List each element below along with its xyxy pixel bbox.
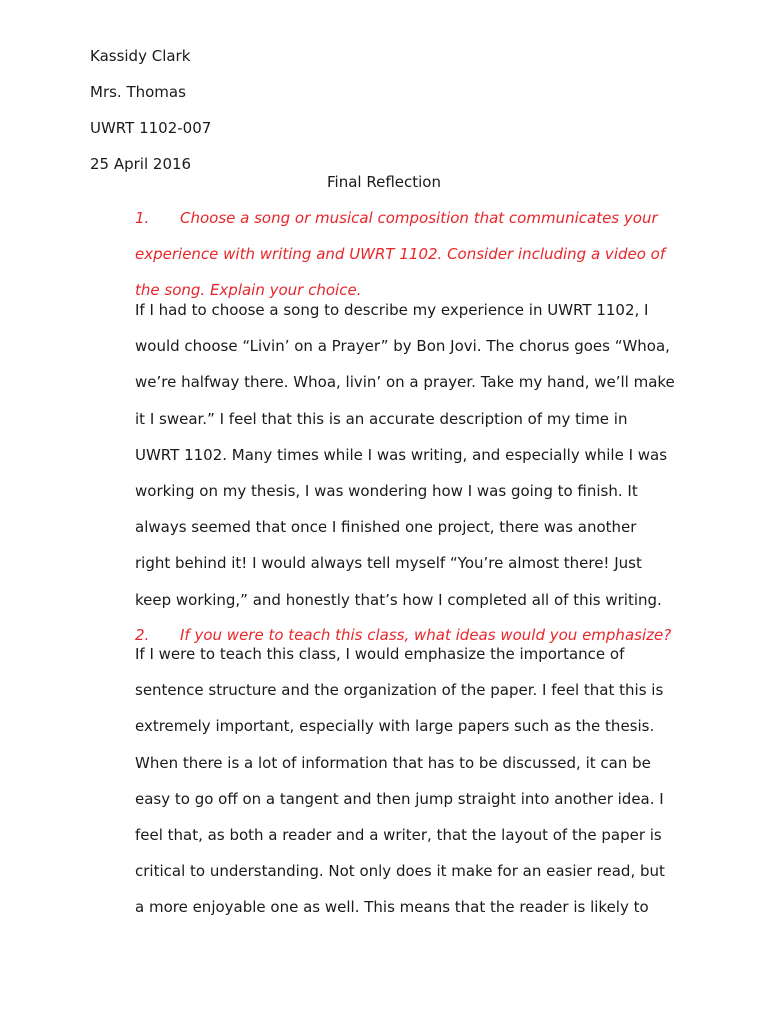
answer-line: feel that, as both a reader and a writer, that the layout of the paper is — [135, 826, 662, 845]
question-line: 1. Choose a song or musical composition that communicates your — [135, 200, 695, 236]
answer-line: we’re halfway there. Whoa, livin’ on a prayer. Take my hand, we’ll make — [135, 373, 675, 392]
document-date: 25 April 2016 — [90, 155, 192, 173]
answer-line: UWRT 1102. Many times while I was writing, and especially while I was — [135, 445, 668, 464]
answer-line: easy to go off on a tangent and then jump straight into another idea. I — [135, 789, 664, 808]
answer-line: critical to understanding. Not only does it make for an easier read, but — [135, 862, 665, 881]
answer-line: When there is a lot of information that has to be discussed, it can be — [135, 753, 651, 772]
answer-line: sentence structure and the organization of the paper. I feel that this is — [135, 681, 664, 700]
document-title: Final Reflection — [327, 173, 441, 191]
answer-line: working on my thesis, I was wondering how I was going to finish. It — [135, 482, 638, 501]
course-code: UWRT 1102-007 — [90, 119, 212, 137]
answer-line: would choose “Livin’ on a Prayer” by Bon Jovi. The chorus goes “Whoa, — [135, 337, 670, 356]
answer-line: keep working,” and honestly that’s how I completed all of this writing. — [135, 590, 662, 609]
answer-line: extremely important, especially with large papers such as the thesis. — [135, 717, 655, 736]
teacher-name: Mrs. Thomas — [90, 83, 186, 101]
answer-line: it I swear.” I feel that this is an accurate description of my time in — [135, 409, 628, 428]
question-line: the song. Explain your choice. — [135, 281, 362, 300]
question-line: 2. If you were to teach this class, what ideas would you emphasize? — [135, 617, 695, 653]
answer-2 — [135, 636, 695, 926]
answer-line: a more enjoyable one as well. This means that the reader is likely to — [135, 898, 649, 917]
student-name: Kassidy Clark — [90, 47, 191, 65]
answer-line: always seemed that once I finished one project, there was another — [135, 518, 637, 537]
answer-1 — [135, 292, 695, 618]
answer-line: If I had to choose a song to describe my experience in UWRT 1102, I — [135, 301, 649, 319]
answer-line: If I were to teach this class, I would emphasize the importance of — [135, 645, 625, 663]
question-number: 1. — [135, 209, 150, 227]
answer-line: right behind it! I would always tell myself “You’re almost there! Just — [135, 554, 642, 573]
question-line: experience with writing and UWRT 1102. Consider including a video of — [135, 245, 666, 264]
question-number: 2. — [135, 626, 150, 644]
